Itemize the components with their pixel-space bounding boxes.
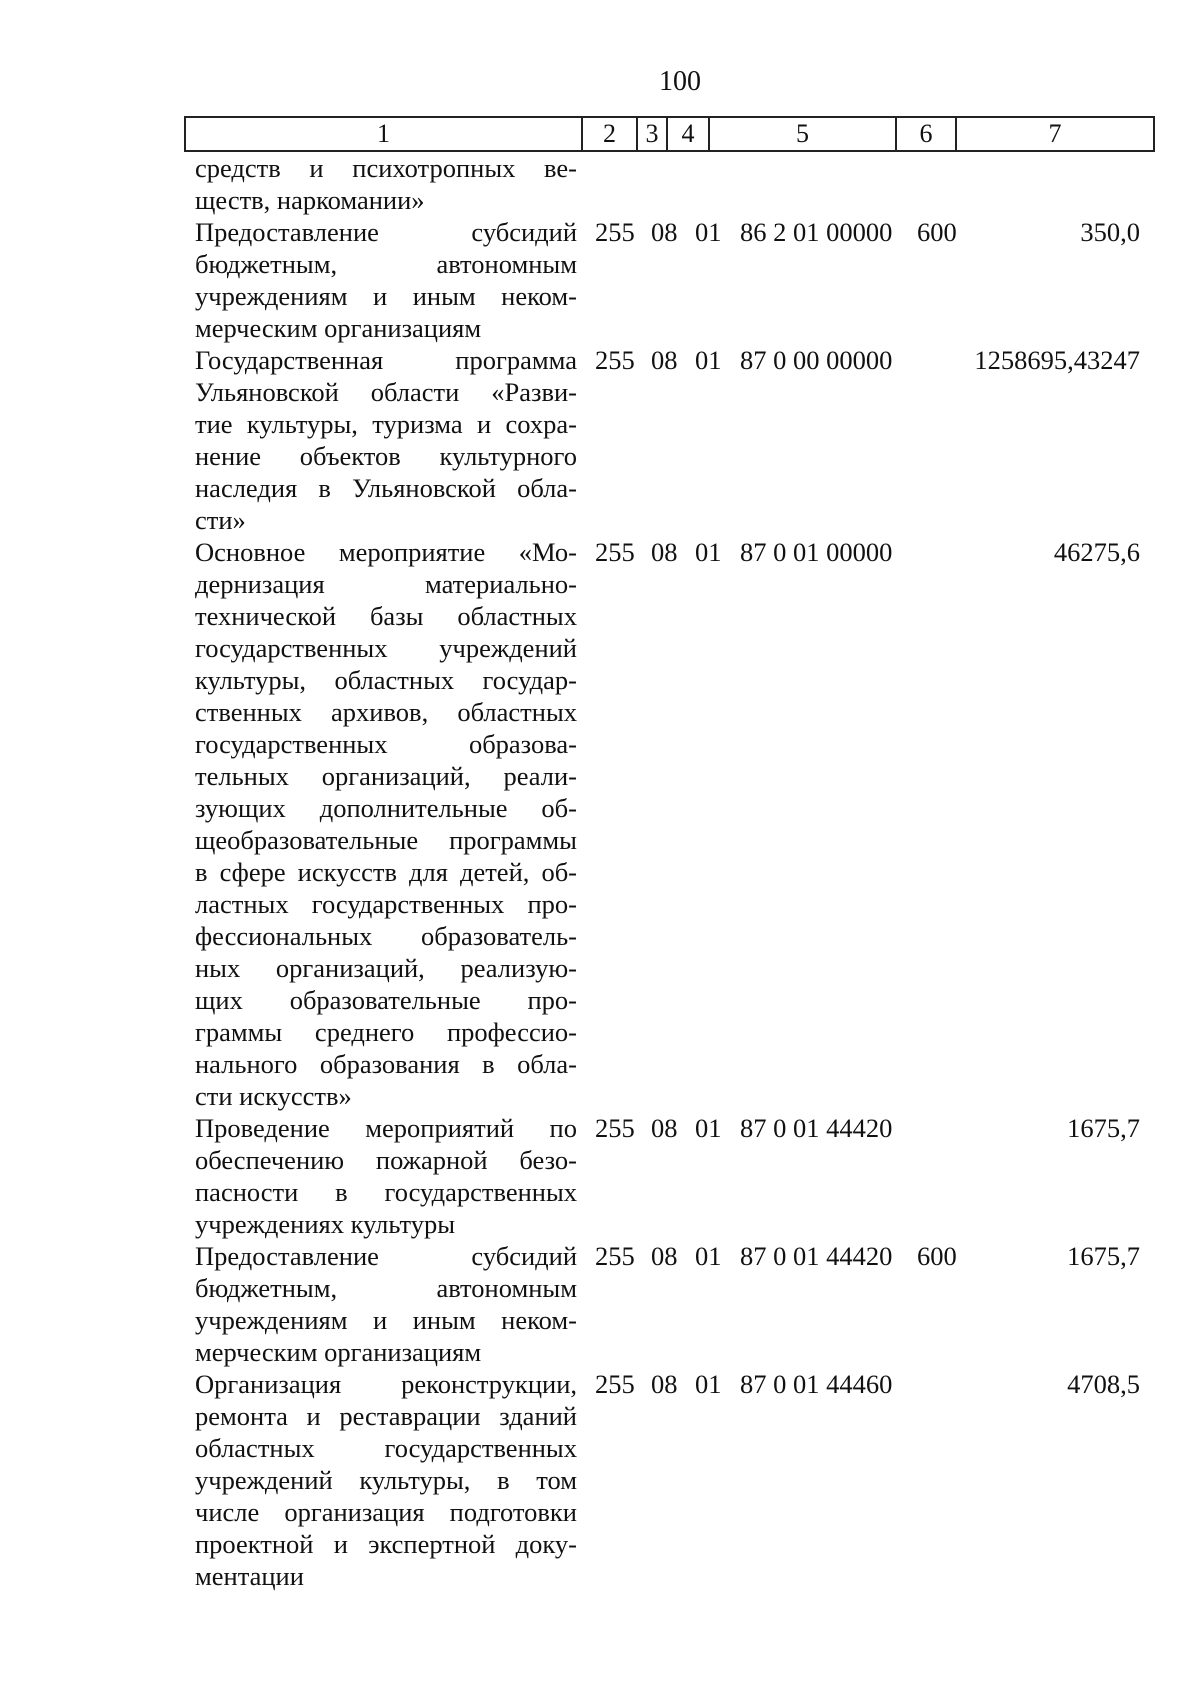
- cell-c4: 01: [695, 217, 722, 247]
- description-line: ластных государственных про-: [195, 889, 577, 919]
- description-line: бюджетным, автономным: [195, 1273, 577, 1303]
- cell-c4: 01: [695, 1113, 722, 1143]
- description-line: ремонта и реставрации зданий: [195, 1401, 577, 1431]
- cell-c2: 255: [595, 1241, 635, 1271]
- description-line: средств и психотропных ве-: [195, 153, 577, 183]
- header-col-4: 4: [667, 117, 709, 151]
- description-line: государственных образова-: [195, 729, 577, 759]
- header-col-3: 3: [637, 117, 667, 151]
- description-line: Основное мероприятие «Мо-: [195, 537, 577, 567]
- description-line: дернизация материально-: [195, 569, 577, 599]
- description-line: фессиональных образователь-: [195, 921, 577, 951]
- description-line: ственных архивов, областных: [195, 697, 577, 727]
- description-line: бюджетным, автономным: [195, 249, 577, 279]
- header-col-7: 7: [956, 117, 1154, 151]
- description-line: Проведение мероприятий по: [195, 1113, 577, 1143]
- description-line: ществ, наркомании»: [195, 185, 425, 215]
- description-line: пасности в государственных: [195, 1177, 577, 1207]
- cell-c6: 600: [917, 217, 957, 247]
- cell-c4: 01: [695, 345, 722, 375]
- description-line: числе организация подготовки: [195, 1497, 577, 1527]
- description-line: ментации: [195, 1561, 304, 1591]
- cell-c7: 4708,5: [1067, 1369, 1140, 1399]
- cell-c2: 255: [595, 217, 635, 247]
- header-col-6: 6: [896, 117, 956, 151]
- description-line: технической базы областных: [195, 601, 577, 631]
- description-line: сти»: [195, 505, 246, 535]
- row-description: [195, 152, 577, 216]
- description-line: Организация реконструкции,: [195, 1369, 577, 1399]
- description-line: мерческим организациям: [195, 1337, 482, 1367]
- cell-c3: 08: [651, 537, 678, 567]
- description-line: мерческим организациям: [195, 313, 482, 343]
- cell-c7: 1675,7: [1067, 1113, 1140, 1143]
- column-header-table: [184, 116, 1155, 152]
- cell-c5: 87 0 01 44460: [740, 1369, 893, 1399]
- cell-c5: 87 0 01 44420: [740, 1113, 893, 1143]
- description-line: учреждениях культуры: [195, 1209, 455, 1239]
- description-line: зующих дополнительные об-: [195, 793, 577, 823]
- cell-c3: 08: [651, 1241, 678, 1271]
- description-line: культуры, областных государ-: [195, 665, 577, 695]
- description-line: сти искусств»: [195, 1081, 352, 1111]
- cell-c2: 255: [595, 537, 635, 567]
- row-description: [195, 1368, 577, 1592]
- description-line: обеспечению пожарной безо-: [195, 1145, 577, 1175]
- cell-c5: 86 2 01 00000: [740, 217, 893, 247]
- description-line: учреждений культуры, в том: [195, 1465, 577, 1495]
- row-description: [195, 344, 577, 536]
- row-description: [195, 1240, 577, 1368]
- cell-c4: 01: [695, 1241, 722, 1271]
- cell-c3: 08: [651, 345, 678, 375]
- cell-c7: 350,0: [1080, 217, 1140, 247]
- description-line: Предоставление субсидий: [195, 217, 577, 247]
- description-line: граммы среднего профессио-: [195, 1017, 577, 1047]
- cell-c2: 255: [595, 345, 635, 375]
- description-line: нального образования в обла-: [195, 1049, 577, 1079]
- description-line: учреждениям и иным неком-: [195, 281, 577, 311]
- cell-c5: 87 0 00 00000: [740, 345, 893, 375]
- cell-c7: 1258695,43247: [974, 345, 1140, 375]
- row-description: [195, 536, 577, 1112]
- cell-c7: 1675,7: [1067, 1241, 1140, 1271]
- cell-c7: 46275,6: [1053, 537, 1140, 567]
- row-description: [195, 1112, 577, 1240]
- cell-c3: 08: [651, 1369, 678, 1399]
- description-line: проектной и экспертной доку-: [195, 1529, 577, 1559]
- header-col-2: 2: [582, 117, 637, 151]
- description-line: наследия в Ульяновской обла-: [195, 473, 577, 503]
- cell-c4: 01: [695, 1369, 722, 1399]
- cell-c6: 600: [917, 1241, 957, 1271]
- description-line: щих образовательные про-: [195, 985, 577, 1015]
- description-line: Государственная программа: [195, 345, 577, 375]
- cell-c3: 08: [651, 1113, 678, 1143]
- description-line: тие культуры, туризма и сохра-: [195, 409, 577, 439]
- description-line: в сфере искусств для детей, об-: [195, 857, 577, 887]
- description-line: щеобразовательные программы: [195, 825, 577, 855]
- cell-c4: 01: [695, 537, 722, 567]
- description-line: ных организаций, реализую-: [195, 953, 577, 983]
- description-line: областных государственных: [195, 1433, 577, 1463]
- row-description: [195, 216, 577, 344]
- cell-c2: 255: [595, 1369, 635, 1399]
- description-line: учреждениям и иным неком-: [195, 1305, 577, 1335]
- description-line: Предоставление субсидий: [195, 1241, 577, 1271]
- cell-c3: 08: [651, 217, 678, 247]
- description-line: нение объектов культурного: [195, 441, 577, 471]
- cell-c5: 87 0 01 44420: [740, 1241, 893, 1271]
- header-col-5: 5: [709, 117, 896, 151]
- description-line: тельных организаций, реали-: [195, 761, 577, 791]
- header-col-1: 1: [185, 117, 582, 151]
- cell-c5: 87 0 01 00000: [740, 537, 893, 567]
- cell-c2: 255: [595, 1113, 635, 1143]
- description-line: государственных учреждений: [195, 633, 577, 663]
- page-number: 100: [659, 66, 701, 97]
- description-line: Ульяновской области «Разви-: [195, 377, 577, 407]
